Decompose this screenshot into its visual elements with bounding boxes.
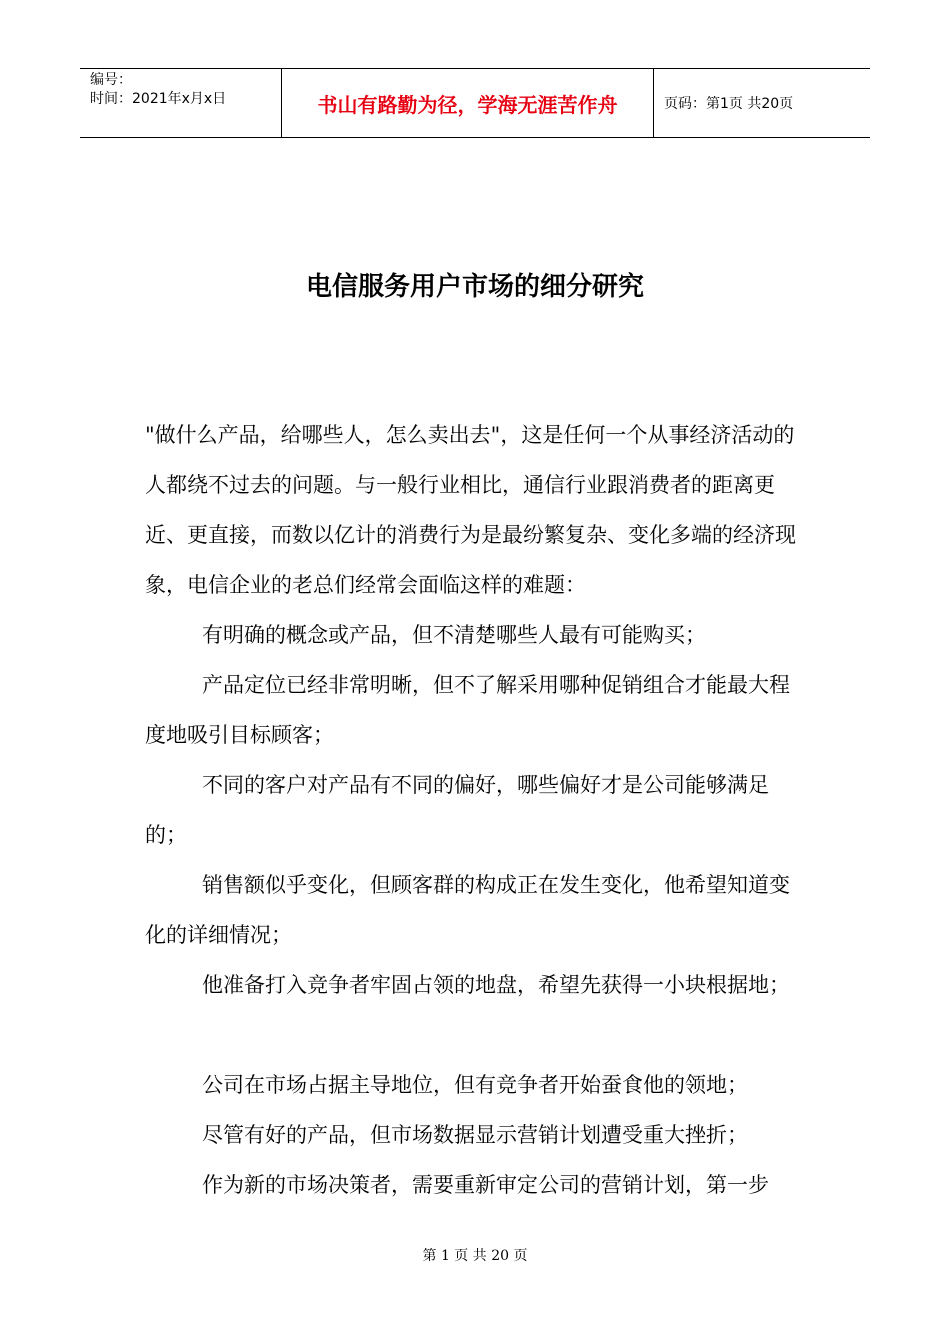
paragraph: 销售额似乎变化，但顾客群的构成正在发生变化，他希望知道变化的详细情况； [145,873,790,947]
header-page-label: 页码：第1页 共20页 [664,96,794,112]
paragraph: 有明确的概念或产品，但不清楚哪些人最有可能购买； [202,623,706,647]
document-title: 电信服务用户市场的细分研究 [305,272,644,302]
number-label: 编号： [90,72,132,88]
header-left-cell [80,69,282,137]
paragraph: 公司在市场占据主导地位，但有竞争者开始蚕食他的领地； [202,1073,748,1097]
paragraph: 不同的客户对产品有不同的偏好，哪些偏好才是公司能够满足的； [145,773,769,847]
header-motto: 书山有路勤为径，学海无涯苦作舟 [282,69,654,137]
header-table [80,68,870,138]
document-body [145,410,810,1210]
paragraph-intro: "做什么产品，给哪些人，怎么卖出去"，这是任何一个从事经济活动的人都绕不过去的问题。与一般行业相比，通信行业跟消费者的距离更近、更直接，而数以亿计的消费行为是最纷繁复杂、变化多端的经济现象，电信企业的老总们经常会面临这样的难题： [145,423,796,597]
paragraph: 产品定位已经非常明晰，但不了解采用哪种促销组合才能最大程度地吸引目标顾客； [145,673,790,747]
paragraph: 他准备打入竞争者牢固占领的地盘，希望先获得一小块根据地； [202,973,790,997]
blank-line [145,1010,810,1060]
paragraph: 作为新的市场决策者，需要重新审定公司的营销计划，第一步 [202,1173,769,1197]
paragraph: 尽管有好的产品，但市场数据显示营销计划遭受重大挫折； [202,1123,748,1147]
page-footer: 第 1 页 共 20 页 [422,1248,528,1264]
time-label: 时间：2021年x月x日 [90,91,227,107]
